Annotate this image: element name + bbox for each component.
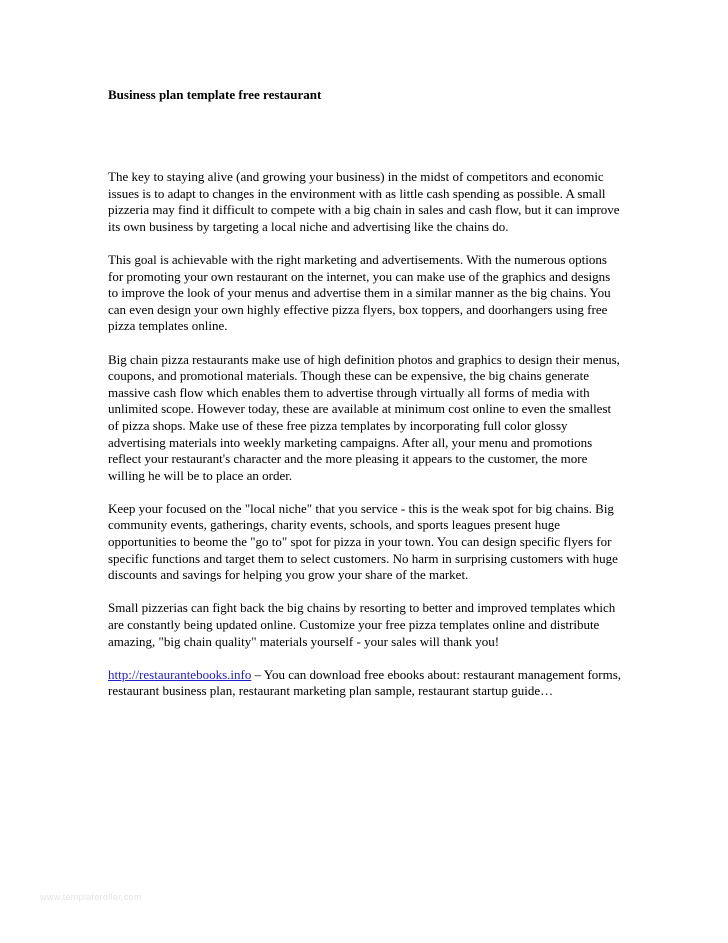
paragraph-4: Keep your focused on the "local niche" that you service - this is the weak spot for big chains. Big community events, gatherings, charity events, schools, and sports leagues present huge opportunities to beome the "go to" spot for pizza in your town. You can design specific flyers for specific functions and target them to select customers. No harm in surprising customers with huge discounts and savings for helping you grow your share of the market.	[108, 500, 618, 583]
restaurantebooks-link[interactable]: http://restaurantebooks.info	[108, 666, 252, 682]
watermark: www.templateroller.com	[40, 892, 142, 902]
paragraph-5: Small pizzerias can fight back the big chains by resorting to better and improved templates which are constantly being updated online. Customize your free pizza templates online and distribute amazing, "big chain quality" materials yourself - your sales will thank you!	[108, 600, 616, 649]
paragraph-1: The key to staying alive (and growing your business) in the midst of competitors and economic issues is to adapt to changes in the environment with as little cash spending as possible. A small pizzeria may find it difficult to compete with a big chain in sales and cash flow, but it can improve its own business by targeting a local niche and advertising like the chains do.	[108, 169, 620, 234]
paragraph-2: This goal is achievable with the right marketing and advertisements. With the numerous options for promoting your own restaurant on the internet, you can make use of the graphics and designs to improve the look of your menus and advertise them in a similar manner as the big chains. You can even design your own highly effective pizza flyers, box toppers, and doorhangers using free pizza templates online.	[108, 251, 611, 334]
paragraph-3: Big chain pizza restaurants make use of high definition photos and graphics to design their menus, coupons, and promotional materials. Though these can be expensive, the big chains generate massive cash flow which enables them to advertise through virtually all forms of media with unlimited scope. However today, these are available at minimum cost online to even the smallest of pizza shops. Make use of these free pizza templates by incorporating full color glossy advertising materials into weekly marketing campaigns. After all, your menu and promotions reflect your restaurant's character and the more pleasing it appears to the customer, the more willing he will be to place an order.	[108, 351, 620, 483]
footer-paragraph	[108, 667, 623, 700]
footer-description: – You can download free ebooks about: restaurant management forms, restaurant business plan, restaurant marketing plan sample, restaurant startup guide…	[108, 666, 622, 699]
document-body	[108, 169, 623, 717]
document-title: Business plan template free restaurant	[108, 87, 322, 102]
